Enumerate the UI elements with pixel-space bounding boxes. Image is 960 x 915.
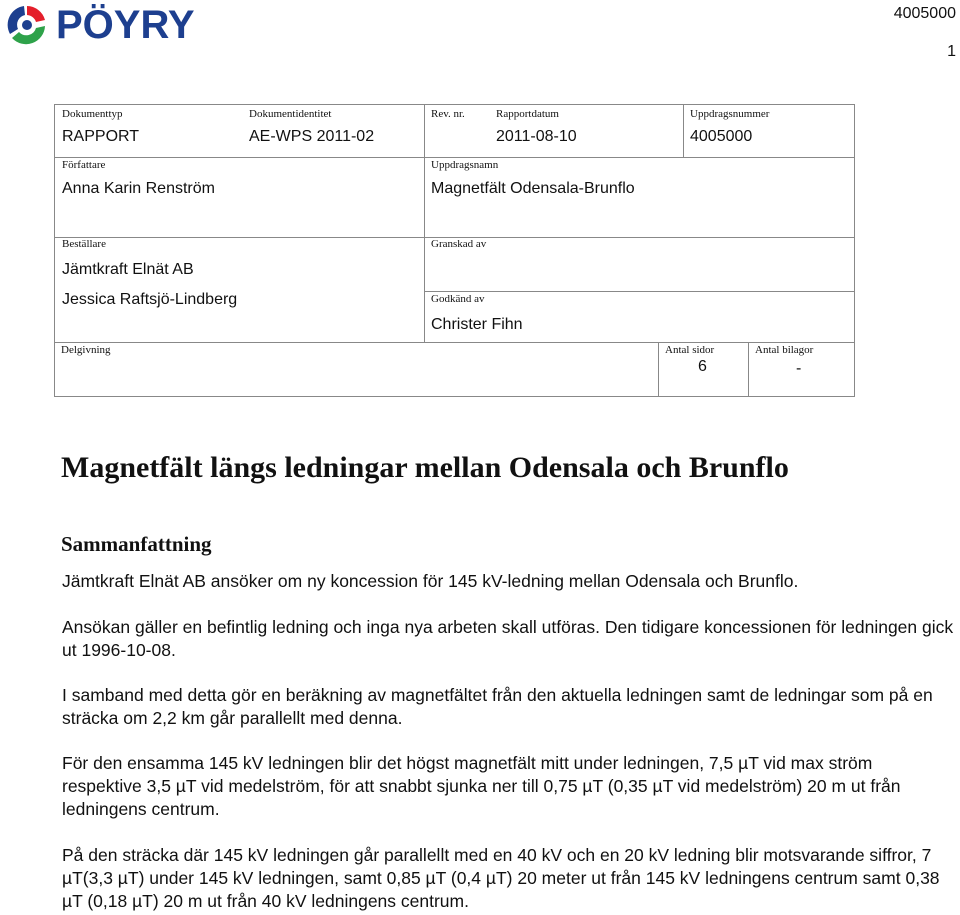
dokumenttyp-label: Dokumenttyp: [62, 108, 123, 120]
rapportdatum-value: 2011-08-10: [496, 128, 577, 145]
forfattare-value: Anna Karin Renström: [62, 180, 215, 197]
granskad-label: Granskad av: [431, 238, 487, 250]
poyry-swirl-icon: [4, 2, 50, 48]
dokumentidentitet-value: AE-WPS 2011-02: [249, 128, 375, 145]
company-logo: [4, 2, 195, 48]
dokumentidentitet-label: Dokumentidentitet: [249, 108, 332, 120]
bestallare-label: Beställare: [62, 238, 106, 250]
rev-label: Rev. nr.: [431, 108, 465, 120]
godkand-value: Christer Fihn: [431, 316, 523, 333]
logo-wordmark: PÖYRY: [56, 3, 195, 47]
bestallare-contact: Jessica Raftsjö-Lindberg: [62, 291, 238, 308]
uppdragsnamn-label: Uppdragsnamn: [431, 159, 499, 171]
table-divider: [55, 157, 854, 158]
table-divider: [658, 342, 659, 396]
summary-heading: Sammanfattning: [61, 532, 212, 556]
delgivning-label: Delgivning: [61, 344, 111, 356]
godkand-label: Godkänd av: [431, 293, 485, 305]
summary-paragraph: Ansökan gäller en befintlig ledning och inga nya arbeten skall utföras. Den tidigare koncessionen för ledningen gick ut 1996-10-08.: [62, 617, 954, 660]
uppdragsnummer-value: 4005000: [690, 128, 753, 145]
antal-sidor-label: Antal sidor: [665, 344, 715, 356]
document-title: Magnetfält längs ledningar mellan Odensala och Brunflo: [61, 451, 789, 484]
uppdragsnummer-label: Uppdragsnummer: [690, 108, 770, 120]
antal-bilagor-value: -: [796, 360, 802, 377]
dokumenttyp-value: RAPPORT: [62, 128, 140, 145]
table-divider: [748, 342, 749, 396]
summary-paragraph: Jämtkraft Elnät AB ansöker om ny koncession för 145 kV-ledning mellan Odensala och Brunflo.: [62, 571, 799, 591]
uppdragsnamn-value: Magnetfält Odensala-Brunflo: [431, 180, 635, 197]
table-divider: [424, 105, 425, 342]
page-number: 1: [947, 43, 956, 60]
table-divider: [55, 342, 854, 343]
table-divider: [424, 291, 854, 292]
rapportdatum-label: Rapportdatum: [496, 108, 559, 120]
bestallare-company: Jämtkraft Elnät AB: [62, 261, 194, 278]
table-divider: [683, 105, 684, 157]
antal-sidor-value: 6: [698, 358, 707, 375]
document-metadata-table: [54, 104, 855, 397]
summary-paragraph: På den sträcka där 145 kV ledningen går parallellt med en 40 kV och en 20 kV ledning blir motsvarande siffror, 7 µT(3,3 µT) under 145 kV ledningen, samt 0,85 µT (0,4 µT) 20 meter ut från 145 kV ledningens centrum samt 0,38 µT (0,18 µT) 20 m ut från 40 kV ledningens centrum.: [62, 845, 940, 911]
antal-bilagor-label: Antal bilagor: [755, 344, 814, 356]
summary-paragraph: I samband med detta gör en beräkning av magnetfältet från den aktuella ledningen samt de ledningar som på en sträcka om 2,2 km går parallellt med denna.: [62, 685, 933, 728]
summary-paragraph: För den ensamma 145 kV ledningen blir det högst magnetfält mitt under ledningen, 7,5 µT vid max ström respektive 3,5 µT vid medelström, för att snabbt sjunka ner till 0,75 µT (0,35 µT vid medelström) 20 m ut från ledningens centrum.: [62, 753, 901, 819]
forfattare-label: Författare: [62, 159, 106, 171]
document-number: 4005000: [893, 5, 956, 22]
